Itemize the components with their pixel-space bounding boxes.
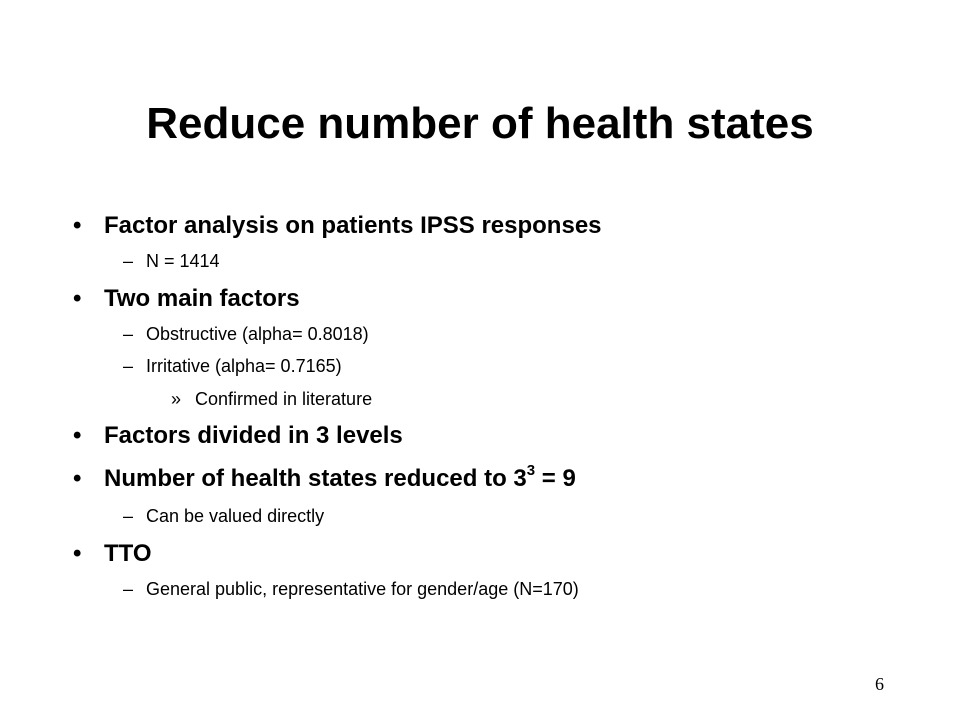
bullet-item-number-of-health-states: [73, 462, 576, 494]
bullet-dot-icon: •: [73, 285, 82, 312]
bullet-dot-icon: •: [73, 422, 82, 449]
bullet-item-tto: [73, 539, 152, 569]
sub-bullet-text: General public, representative for gender/age (N=170): [146, 579, 579, 599]
sub-bullet-item-obstructive: [123, 322, 369, 346]
sub-bullet-text: Irritative (alpha= 0.7165): [146, 356, 342, 376]
bullet-text-before: Number of health states reduced to 3: [104, 465, 527, 492]
sub-bullet-item-n: [123, 249, 220, 273]
bullet-text: TTO: [104, 540, 152, 567]
sub-bullet-text: Obstructive (alpha= 0.8018): [146, 324, 369, 344]
superscript-exponent: 3: [526, 462, 536, 479]
bullet-dot-icon: •: [73, 465, 82, 492]
bullet-dot-icon: •: [73, 212, 82, 239]
sub-sub-bullet-item-confirmed: [171, 387, 373, 411]
sub-bullet-item-general-public: [123, 577, 579, 601]
sub-bullet-text: N = 1414: [146, 251, 220, 271]
dash-icon: –: [123, 251, 134, 271]
dash-icon: –: [123, 579, 134, 599]
bullet-text: Factor analysis on patients IPSS responses: [104, 212, 602, 239]
bullet-text: Factors divided in 3 levels: [104, 422, 403, 449]
bullet-text-after: = 9: [535, 465, 576, 492]
sub-bullet-item-valued-directly: [123, 504, 325, 528]
sub-bullet-text: Can be valued directly: [146, 506, 325, 526]
dash-icon: –: [123, 356, 134, 376]
bullet-dot-icon: •: [73, 540, 82, 567]
bullet-text: Two main factors: [104, 285, 300, 312]
bullet-item-two-main-factors: [73, 284, 300, 314]
dash-icon: –: [123, 324, 134, 344]
page-number: 6: [875, 674, 884, 694]
sub-sub-bullet-text: Confirmed in literature: [195, 389, 373, 409]
double-chevron-icon: »: [171, 389, 182, 409]
bullet-item-factor-analysis: [73, 211, 602, 241]
sub-bullet-item-irritative: [123, 354, 342, 378]
dash-icon: –: [123, 506, 134, 526]
slide-title: Reduce number of health states: [146, 99, 814, 148]
bullet-item-factors-divided: [73, 421, 403, 451]
